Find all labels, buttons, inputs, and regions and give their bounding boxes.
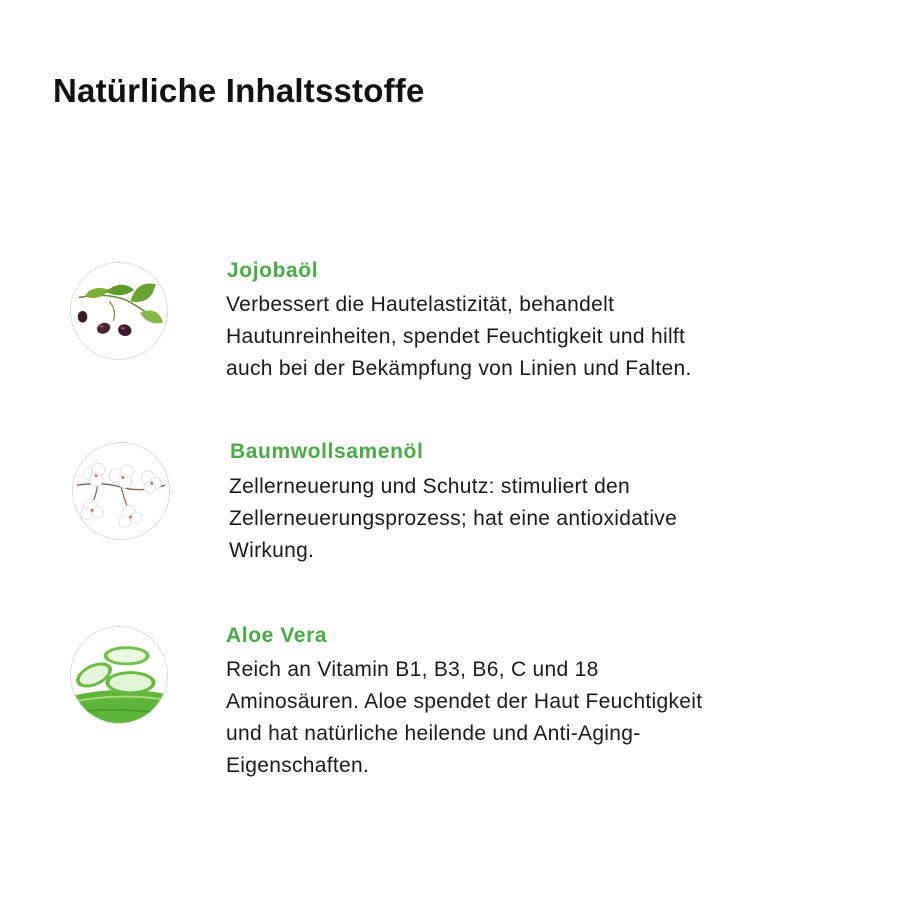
ingredient-name-jojoba: Jojobaöl [227, 259, 319, 282]
description-line: Aminosäuren. Aloe spendet der Haut Feuchtigkeit [226, 690, 703, 713]
ingredient-description-jojoba [226, 289, 692, 385]
jojoba-leaves-icon [70, 262, 168, 360]
description-line: Verbessert die Hautelastizität, behandelt [226, 293, 615, 316]
description-line: Eigenschaften. [226, 754, 370, 777]
cotton-flower-icon [72, 442, 170, 540]
ingredient-name-cottonseed: Baumwollsamenöl [230, 440, 424, 463]
page-title: Natürliche Inhaltsstoffe [53, 72, 425, 109]
ingredient-description-aloe-vera [226, 654, 702, 782]
ingredient-name-aloe-vera: Aloe Vera [226, 624, 328, 647]
aloe-vera-slices-icon [70, 626, 168, 724]
description-line: Zellerneuerung und Schutz: stimuliert den [229, 475, 631, 498]
description-line: Reich an Vitamin B1, B3, B6, C und 18 [226, 658, 599, 681]
ingredient-description-cottonseed [229, 471, 677, 567]
description-line: Wirkung. [229, 539, 315, 562]
description-line: Zellerneuerungsprozess; hat eine antioxidative [229, 507, 678, 530]
description-line: und hat natürliche heilende und Anti-Aging- [226, 722, 641, 745]
description-line: Hautunreinheiten, spendet Feuchtigkeit und hilft [226, 325, 686, 348]
description-line: auch bei der Bekämpfung von Linien und Falten. [226, 357, 692, 380]
